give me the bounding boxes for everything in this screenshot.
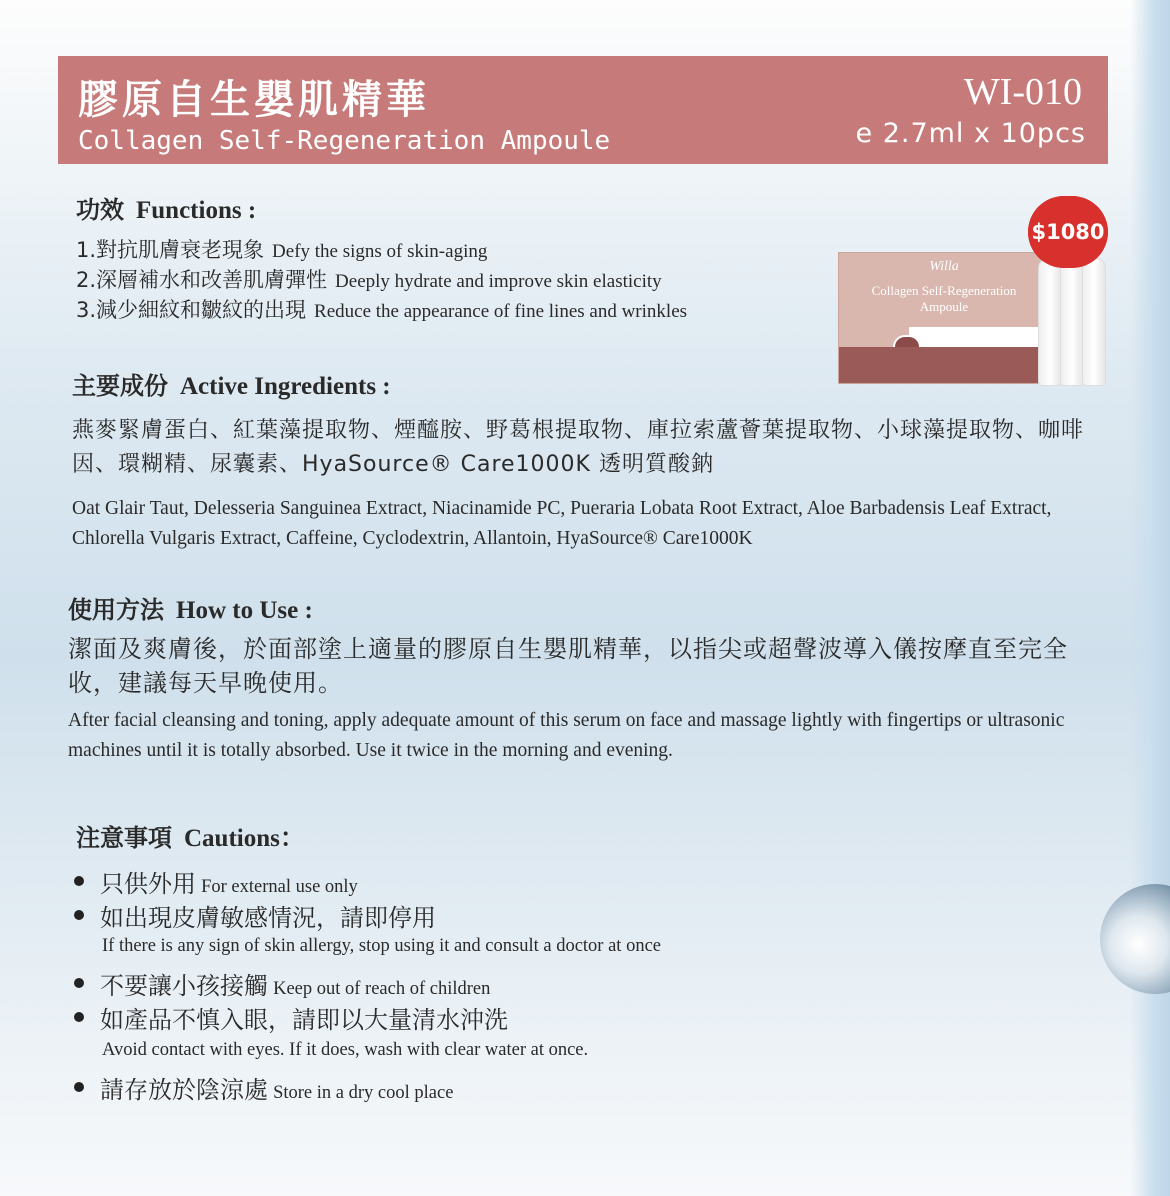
how-to-use-heading-zh: 使用方法 xyxy=(68,596,164,624)
page-edge-decoration xyxy=(1130,0,1170,1196)
function-item-zh: 1.對抗肌膚衰老現象 xyxy=(76,238,265,262)
product-title-zh: 膠原自生嬰肌精華 xyxy=(78,77,430,123)
ampoule-vial xyxy=(1060,258,1084,386)
product-code: WI-010 xyxy=(963,71,1082,113)
function-item-zh: 3.減少細紋和皺紋的出現 xyxy=(76,298,307,322)
caution-item-zh: 只供外用 xyxy=(100,870,196,898)
caution-item-subline xyxy=(102,1040,588,1061)
product-box-brand: Willa xyxy=(929,259,959,274)
water-droplet-image xyxy=(1100,884,1170,994)
functions-heading-zh: 功效 xyxy=(76,196,124,224)
function-item-en: Defy the signs of skin-aging xyxy=(272,241,488,262)
caution-item-zh: 請存放於陰涼處 xyxy=(100,1076,268,1104)
product-volume: e 2.7ml x 10pcs xyxy=(855,118,1086,149)
product-box-image xyxy=(838,252,1050,384)
caution-item-zh: 如出現皮膚敏感情況，請即停用 xyxy=(100,904,436,932)
caution-item-zh: 如產品不慎入眼，請即以大量清水沖洗 xyxy=(100,1006,508,1034)
ampoule-vial xyxy=(1038,258,1062,386)
cautions-heading-zh: 注意事項 xyxy=(76,824,172,852)
bullet-icon xyxy=(74,978,84,988)
cautions-heading xyxy=(76,818,305,854)
ingredients-text-en: Oat Glair Taut, Delesseria Sanguinea Extract, Niacinamide PC, Pueraria Lobata Root Extract, Aloe Barbadensis Leaf Extract, Chlorella Vulgaris Extract, Caffeine, Cyclodextrin, Allantoin, HyaSource® Care1000K xyxy=(72,498,1052,549)
bullet-icon xyxy=(74,1082,84,1092)
product-title-en: Collagen Self-Regeneration Ampoule xyxy=(78,126,611,156)
caution-item xyxy=(100,1000,508,1035)
function-item xyxy=(76,264,662,294)
how-to-use-text-zh: 潔面及爽膚後，於面部塗上適量的膠原自生嬰肌精華，以指尖或超聲波導入儀按摩直至完全收，建議每天早晚使用。 xyxy=(68,635,1068,697)
function-item-en: Deeply hydrate and improve skin elasticity xyxy=(335,271,662,292)
caution-item-zh: 不要讓小孩接觸 xyxy=(100,972,268,1000)
ingredients-heading xyxy=(72,366,391,401)
product-box-name xyxy=(839,283,1049,315)
caution-item-en: For external use only xyxy=(201,877,358,897)
cautions-heading-en: Cautions： xyxy=(184,825,305,852)
caution-item-en: Keep out of reach of children xyxy=(273,979,491,999)
functions-heading-en: Functions : xyxy=(136,197,257,224)
function-item-zh: 2.深層補水和改善肌膚彈性 xyxy=(76,268,328,292)
how-to-use-heading-en: How to Use : xyxy=(176,597,313,624)
how-to-use-text-en: After facial cleansing and toning, apply adequate amount of this serum on face and massage lightly with fingertips or ultrasonic machines until it is totally absorbed. Use it twice in the morning and evening. xyxy=(68,710,1065,761)
bullet-icon xyxy=(74,910,84,920)
bullet-icon xyxy=(74,1012,84,1022)
caution-item-en: Store in a dry cool place xyxy=(273,1083,454,1103)
function-item xyxy=(76,234,487,264)
bullet-icon xyxy=(74,876,84,886)
function-item-en: Reduce the appearance of fine lines and wrinkles xyxy=(314,301,688,322)
functions-heading xyxy=(76,190,256,225)
ampoule-vial xyxy=(1082,258,1106,386)
caution-item-en: If there is any sign of skin allergy, stop using it and consult a doctor at once xyxy=(102,936,661,956)
ingredients-heading-zh: 主要成份 xyxy=(72,372,168,400)
function-item xyxy=(76,294,687,324)
product-box-name-line2: Ampoule xyxy=(919,299,969,314)
how-to-use-heading xyxy=(68,590,313,625)
caution-item xyxy=(100,1070,453,1105)
header-banner xyxy=(58,56,1108,164)
ingredients-heading-en: Active Ingredients : xyxy=(180,373,391,400)
product-box-base xyxy=(839,347,1049,383)
ingredients-text-zh: 燕麥緊膚蛋白、紅葉藻提取物、煙醯胺、野葛根提取物、庫拉索蘆薈葉提取物、小球藻提取物、咖啡因、環糊精、尿囊素、HyaSource® Care1000K 透明質酸鈉 xyxy=(72,418,1085,477)
price-badge: $1080 xyxy=(1028,196,1108,268)
caution-item-subline xyxy=(102,936,661,957)
caution-item xyxy=(100,966,490,1001)
ampoule-vials-image xyxy=(1034,258,1114,386)
caution-item xyxy=(100,898,436,933)
product-box-name-line1: Collagen Self-Regeneration xyxy=(871,283,1017,298)
caution-item xyxy=(100,864,358,899)
caution-item-en: Avoid contact with eyes. If it does, wash with clear water at once. xyxy=(102,1040,589,1060)
